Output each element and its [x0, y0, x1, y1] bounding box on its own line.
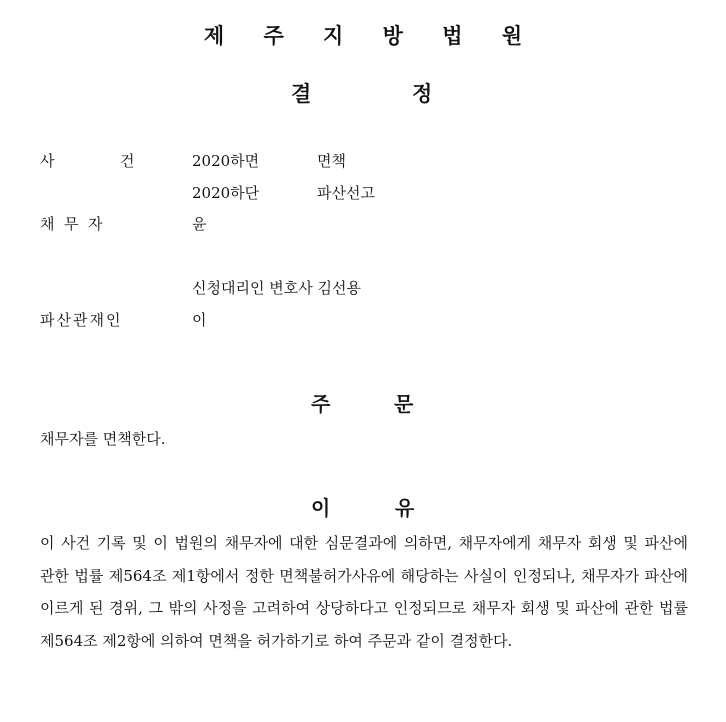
- order-heading-first-char: 주: [311, 392, 331, 416]
- case-number-2: 2020하단: [192, 184, 260, 202]
- reasons-text: 이 사건 기록 및 이 법원의 채무자에 대한 심문결과에 의하면, 채무자에게 채무자 회생 및 파산에 관한 법률 제564조 제1항에서 정한 면책불허가사유에 해당하는 사실이 인정되나, 채무자가 파산에 이르게 된 경위, 그 밖의 사정을 고려하여 상당하다고 인정되므로 채무자 회생 및 파산에 관한 법률 제564조 제2항에 의하여 면책을 허가하기로 하여 주문과 같이 결정한다.: [40, 534, 688, 650]
- case-number-1: 2020하면: [192, 152, 260, 170]
- case-label-first-char: 사: [40, 152, 55, 170]
- case-name-1: 면책: [317, 152, 346, 170]
- reasons-heading-first-char: 이: [311, 496, 331, 520]
- document-type-second-char: 정: [412, 82, 433, 106]
- applicant-agent: 신청대리인 변호사 김선용: [192, 279, 361, 297]
- debtor-name: 윤: [192, 215, 207, 233]
- order-text: 채무자를 면책한다.: [40, 430, 166, 448]
- trustee-name: 이: [192, 311, 207, 329]
- case-name-2: 파산선고: [317, 184, 375, 202]
- order-heading-second-char: 문: [394, 392, 414, 416]
- debtor-label: 채 무 자: [40, 215, 103, 233]
- document-type-first-char: 결: [291, 82, 312, 106]
- trustee-label: 파산관재인: [40, 311, 123, 329]
- court-name: 제 주 지 방 법 원: [203, 24, 539, 48]
- reasons-heading-second-char: 유: [395, 496, 415, 520]
- case-label-second-char: 건: [120, 152, 135, 170]
